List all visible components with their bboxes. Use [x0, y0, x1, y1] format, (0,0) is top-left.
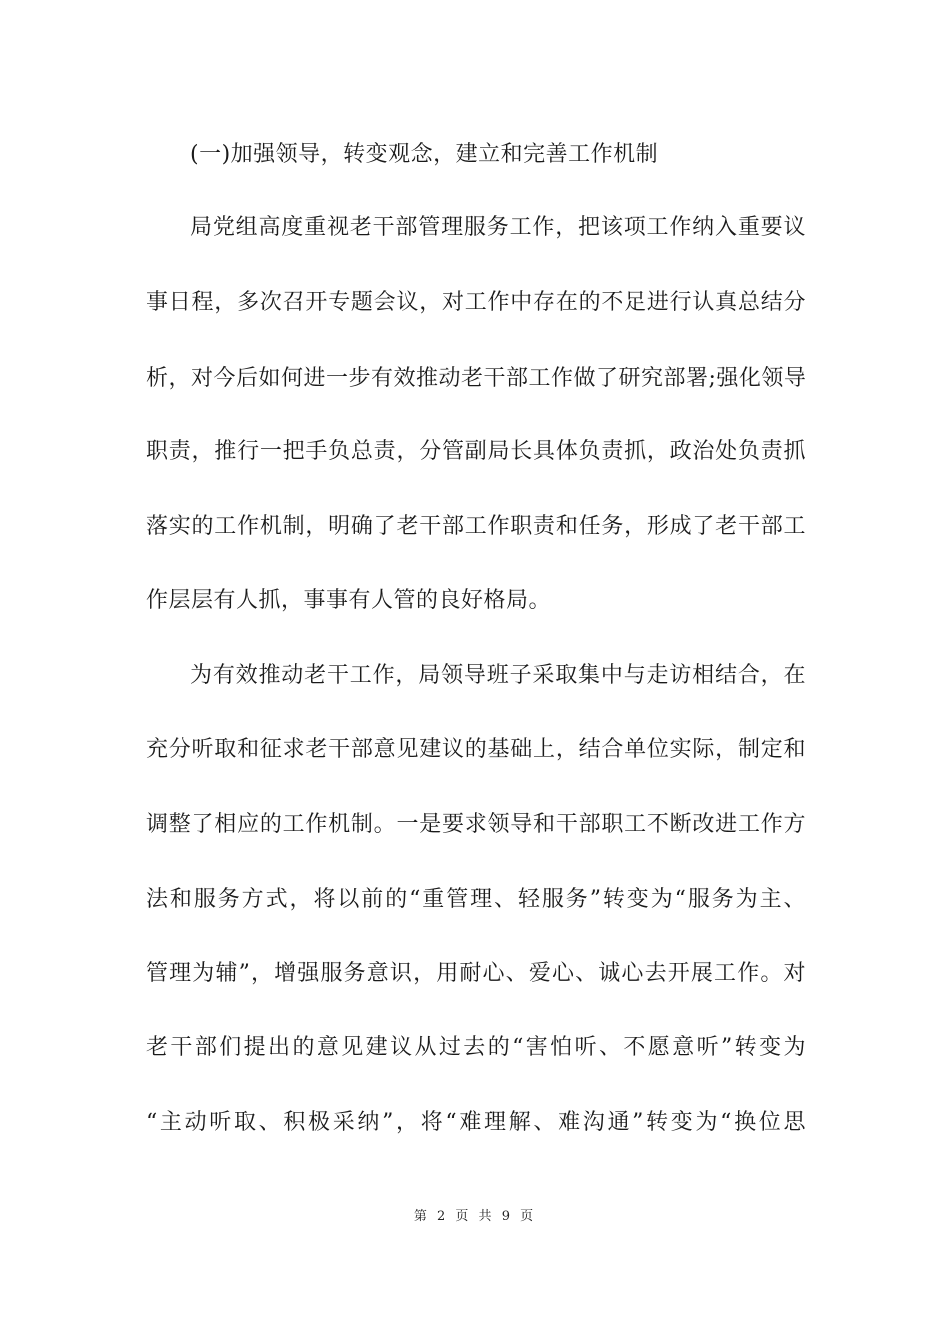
paragraph-line: 落实的工作机制，明确了老干部工作职责和任务，形成了老干部工 [146, 514, 806, 539]
paragraph-line: 老干部们提出的意见建议从过去的“害怕听、不愿意听”转变为 [146, 1035, 806, 1060]
paragraph-line: 析，对今后如何进一步有效推动老干部工作做了研究部署;强化领导 [146, 366, 807, 391]
paragraph-line: “主动听取、积极采纳”，将“难理解、难沟通”转变为“换位思 [146, 1110, 806, 1135]
paragraph-line: 法和服务方式，将以前的“重管理、轻服务”转变为“服务为主、 [146, 887, 806, 912]
paragraph-line: 作层层有人抓，事事有人管的良好格局。 [146, 588, 552, 613]
section-heading: (一)加强领导，转变观念，建立和完善工作机制 [190, 142, 659, 167]
paragraph-line: 事日程，多次召开专题会议，对工作中存在的不足进行认真总结分 [146, 290, 806, 315]
paragraph-line: 为有效推动老干工作，局领导班子采取集中与走访相结合，在 [190, 663, 806, 688]
page-number-footer: 第 2 页 共 9 页 [413, 1209, 537, 1224]
paragraph-line: 管理为辅”，增强服务意识，用耐心、爱心、诚心去开展工作。对 [146, 961, 806, 986]
paragraph-line: 充分听取和征求老干部意见建议的基础上，结合单位实际，制定和 [146, 737, 806, 762]
paragraph-line: 局党组高度重视老干部管理服务工作，把该项工作纳入重要议 [190, 215, 806, 240]
paragraph-line: 调整了相应的工作机制。一是要求领导和干部职工不断改进工作方 [146, 812, 806, 837]
paragraph-line: 职责，推行一把手负总责，分管副局长具体负责抓，政治处负责抓 [146, 439, 806, 464]
